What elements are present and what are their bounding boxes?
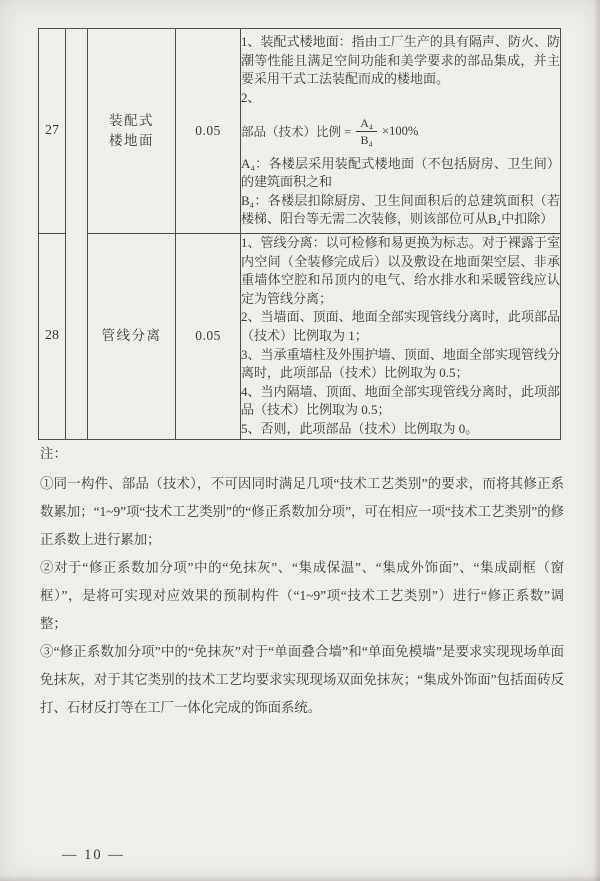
scan-edge-shadow-bottom [0, 875, 600, 881]
desc-paragraph: 2、当墙面、顶面、地面全部实现管线分离时，此项部品（技术）比例取为 1； [241, 309, 560, 343]
category-name-cell: 管线分离 [88, 234, 176, 440]
note-item: ③“修正系数加分项”中的“免抹灰”对于“单面叠合墙”和“单面免模墙”是要求实现现场单面免抹灰，对于其它类别的技术工艺均要求实现现场双面免抹灰；“集成外饰面”包括面砖反打、石材反打等在工厂一体化完成的饰面系统。 [40, 644, 564, 715]
desc-paragraph: 2、 [241, 89, 261, 105]
note-item: ①同一构件、部品（技术），不可因同时满足几项“技术工艺类别”的要求，而将其修正系数累加；“1~9”项“技术工艺类别”的“修正系数加分项”，可在相应一项“技术工艺类别”的修正系数上进行累加； [40, 476, 564, 547]
desc-paragraph: 1、装配式楼地面：指由工厂生产的具有隔声、防火、防潮等性能且满足空间功能和美学要求的部品集成，并主要采用干式工法装配而成的楼地面。 [241, 34, 560, 87]
desc-paragraph: 3、当承重墙柱及外围护墙、顶面、地面全部实现管线分离时，此项部品（技术）比例取为 0.5； [241, 346, 560, 381]
desc-paragraph: B₄：各楼层扣除厨房、卫生间面积后的总建筑面积（若楼梯、阳台等无需二次装修，则该部位可从B₄中扣除） [241, 192, 560, 227]
notes-section [40, 444, 564, 722]
scoring-table [38, 28, 561, 440]
note-item: ②对于“修正系数加分项”中的“免抹灰”、“集成保温”、“集成外饰面”、“集成副框（窗框）”，是将可实现对应效果的预制构件（“1~9”项“技术工艺类别”）进行“修正系数”调整； [40, 560, 564, 631]
desc-paragraph: 1、管线分离：以可检修和易更换为标志。对于裸露于室内空间（全装修完成后）以及敷设在地面架空层、非承重墙体空腔和吊顶内的电气、给水排水和采暖管线应认定为管线分离； [241, 235, 560, 306]
fraction-numerator: A₄ [356, 116, 377, 132]
subcategory-empty-cell [66, 29, 88, 440]
row-number-cell: 28 [39, 234, 66, 440]
description-cell [241, 29, 561, 234]
formula-lhs: 部品（技术）比例 = [241, 125, 352, 139]
ratio-formula [241, 116, 560, 147]
category-name-line: 楼地面 [109, 133, 154, 148]
table-row-27 [39, 29, 561, 234]
coefficient-cell: 0.05 [176, 29, 241, 234]
formula-fraction [356, 116, 377, 147]
scan-edge-shadow-right [593, 0, 600, 881]
table-row-28 [39, 234, 561, 440]
coefficient-cell: 0.05 [176, 234, 241, 440]
notes-label: 注： [40, 446, 67, 461]
description-cell [241, 234, 561, 440]
page-number: — 10 — [62, 847, 125, 863]
desc-paragraph: A₄：各楼层采用装配式楼地面（不包括厨房、卫生间）的建筑面积之和 [241, 155, 560, 190]
desc-paragraph: 5、否则，此项部品（技术）比例取为 0。 [241, 420, 479, 436]
fraction-denominator: B₄ [360, 132, 373, 147]
row-number-cell: 27 [39, 29, 66, 234]
category-name-cell [88, 29, 176, 234]
formula-rhs: ×100% [382, 123, 419, 138]
category-name-line: 装配式 [109, 113, 154, 128]
desc-paragraph: 4、当内隔墙、顶面、地面全部实现管线分离时，此项部品（技术）比例取为 0.5； [241, 383, 560, 418]
